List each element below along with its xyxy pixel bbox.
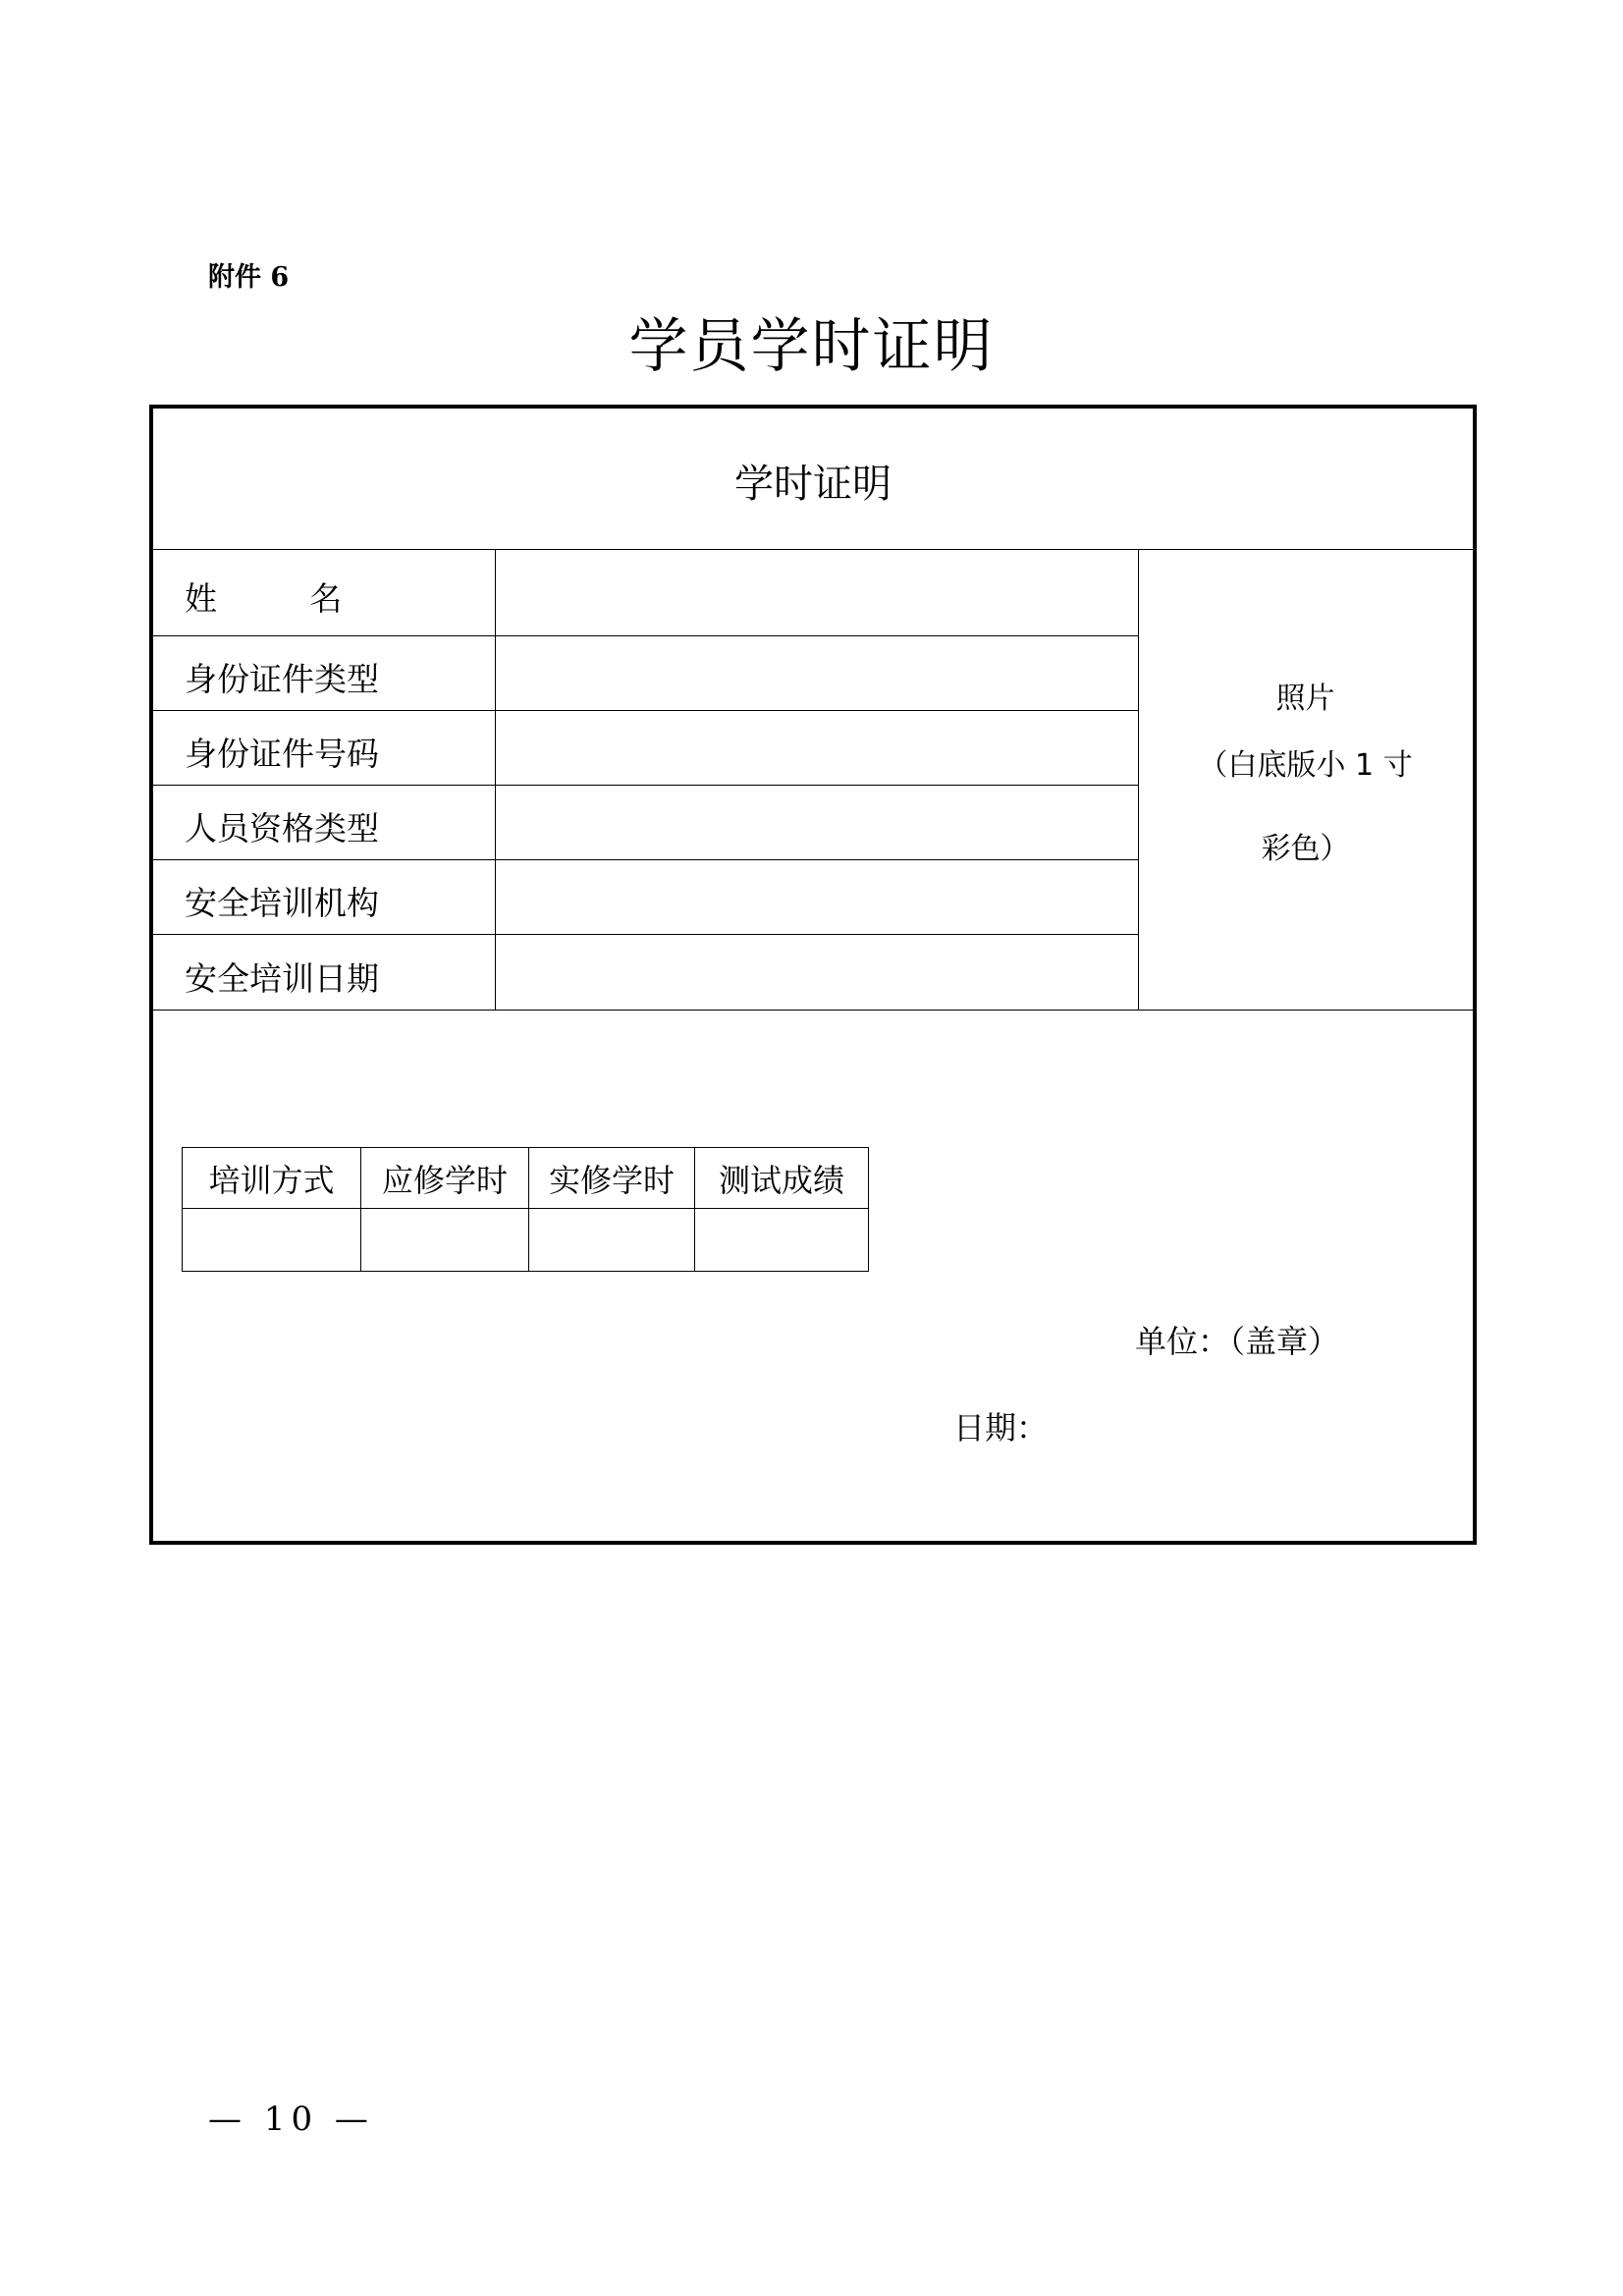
photo-placeholder-color: 彩色） <box>1261 832 1350 866</box>
field-value-training-date[interactable] <box>499 938 1135 1007</box>
unit-seal-line: 单位：（盖章） <box>1135 1323 1340 1360</box>
hours-value-actual-hours[interactable] <box>529 1209 695 1272</box>
row-divider <box>153 934 1138 935</box>
date-line: 日期： <box>953 1409 1049 1447</box>
form-heading: 学时证明 <box>734 462 892 507</box>
field-label-training-institution: 安全培训机构 <box>185 884 379 922</box>
field-label-training-date: 安全培训日期 <box>185 959 379 998</box>
heading-divider <box>153 549 1473 550</box>
field-value-id-number[interactable] <box>499 714 1135 783</box>
certificate-form <box>149 405 1477 1545</box>
label-column-divider <box>495 549 496 1010</box>
attachment-label: 附件 6 <box>208 262 290 293</box>
row-divider <box>153 859 1138 860</box>
hours-value-training-mode[interactable] <box>183 1209 361 1272</box>
hours-table <box>182 1147 869 1272</box>
row-divider <box>153 785 1138 786</box>
hours-header-required-hours: 应修学时 <box>361 1148 529 1209</box>
info-bottom-divider <box>153 1010 1473 1011</box>
hours-value-required-hours[interactable] <box>361 1209 529 1272</box>
field-value-id-type[interactable] <box>499 639 1135 708</box>
hours-value-test-score[interactable] <box>695 1209 869 1272</box>
hours-header-actual-hours: 实修学时 <box>529 1148 695 1209</box>
document-title: 学员学时证明 <box>628 312 995 381</box>
field-value-qualification-type[interactable] <box>499 789 1135 857</box>
page-number: — 10 — <box>208 2100 374 2139</box>
photo-placeholder-spec: （白底版小 1 寸 <box>1198 748 1413 783</box>
field-value-name[interactable] <box>499 553 1135 633</box>
field-label-qualification-type: 人员资格类型 <box>185 809 379 847</box>
row-divider <box>153 710 1138 711</box>
photo-placeholder-title: 照片 <box>1275 682 1335 716</box>
field-label-name: 姓 名 <box>185 579 343 618</box>
hours-header-test-score: 测试成绩 <box>695 1148 869 1209</box>
hours-header-training-mode: 培训方式 <box>183 1148 361 1209</box>
field-label-id-number: 身份证件号码 <box>185 735 379 773</box>
row-divider <box>153 635 1138 636</box>
field-value-training-institution[interactable] <box>499 863 1135 932</box>
field-label-id-type: 身份证件类型 <box>185 660 379 698</box>
